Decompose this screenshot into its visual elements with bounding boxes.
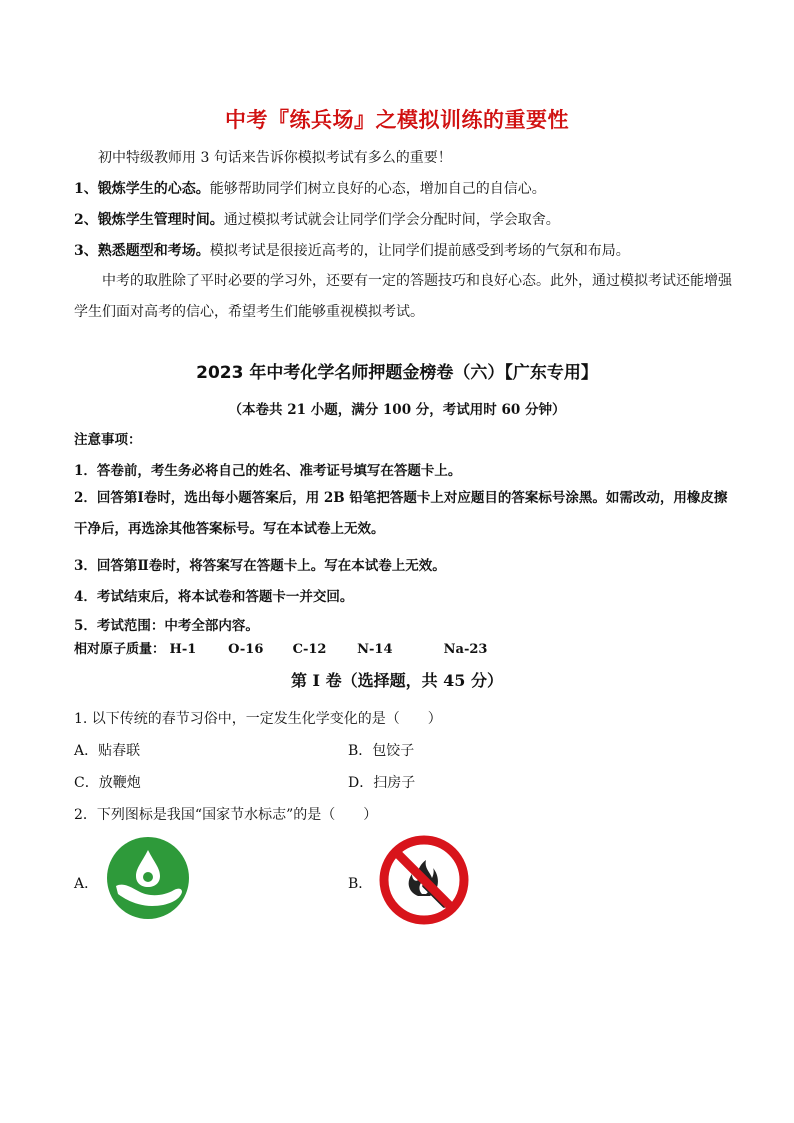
- promo-intro: 初中特级教师用 3 句话来告诉你模拟考试有多么的重要！: [98, 150, 452, 166]
- notice-item-2: 2．回答第Ⅰ卷时，选出每小题答案后，用 2B 铅笔把答题卡上对应题目的答案标号涂黑。如需改动，用橡皮擦干净后，再选涂其他答案标号。写在本试卷上无效。: [74, 490, 728, 537]
- question-2-option-a: A．: [74, 876, 99, 892]
- promo-closing: 中考的取胜除了平时必要的学习外，还要有一定的答题技巧和良好心态。此外，通过模拟考试还能增强学生们面对高考的信心，希望考生们能够重视模拟考试。: [74, 273, 732, 320]
- atomic-mass-row: [74, 638, 487, 657]
- no-fire-prohibition-icon: [378, 834, 470, 926]
- exam-subtitle: （本卷共 21 小题，满分 100 分，考试用时 60 分钟）: [228, 402, 566, 418]
- question-1-option-d: D．扫房子: [348, 775, 416, 791]
- section-title: 第 I 卷（选择题，共 45 分）: [290, 671, 504, 690]
- promo-point-lead: 1、锻炼学生的心态。: [74, 181, 210, 197]
- question-1-option-a: A．贴春联: [74, 743, 141, 759]
- exam-title: 2023 年中考化学名师押题金榜卷（六）【广东专用】: [196, 363, 598, 383]
- atomic-mass-item: Na-23: [443, 642, 488, 657]
- atomic-mass-item: O-16: [228, 642, 264, 657]
- notice-item-1: 1．答卷前，考生务必将自己的姓名、准考证号填写在答题卡上。: [74, 463, 462, 479]
- promo-point-text: 能够帮助同学们树立良好的心态，增加自己的自信心。: [209, 181, 546, 197]
- notice-item-4: 4．考试结束后，将本试卷和答题卡一并交回。: [74, 589, 354, 605]
- promo-point-1: [74, 178, 546, 198]
- promo-point-lead: 3、熟悉题型和考场。: [74, 243, 210, 259]
- notice-item-5: 5．考试范围：中考全部内容。: [74, 618, 259, 634]
- question-1-option-c: C．放鞭炮: [74, 775, 141, 791]
- water-saving-logo-icon: [106, 836, 190, 920]
- promo-point-text: 模拟考试是很接近高考的，让同学们提前感受到考场的气氛和布局。: [209, 243, 630, 259]
- question-1-stem: 1. 以下传统的春节习俗中，一定发生化学变化的是（ ）: [74, 711, 442, 727]
- promo-title: 中考『练兵场』之模拟训练的重要性: [225, 108, 569, 132]
- question-2-stem: 2．下列图标是我国“国家节水标志”的是（ ）: [74, 807, 378, 823]
- notice-item-3: 3．回答第Ⅱ卷时，将答案写在答题卡上。写在本试卷上无效。: [74, 558, 446, 574]
- question-1-option-b: B．包饺子: [348, 743, 415, 759]
- notice-heading: 注意事项：: [74, 432, 142, 448]
- question-2-option-b: B．: [348, 876, 373, 892]
- atomic-mass-item: N-14: [357, 642, 393, 657]
- promo-point-3: [74, 240, 630, 260]
- promo-point-lead: 2、锻炼学生管理时间。: [74, 212, 224, 228]
- promo-point-2: [74, 209, 560, 229]
- atomic-mass-item: C-12: [292, 642, 327, 657]
- promo-point-text: 通过模拟考试就会让同学们学会分配时间，学会取舍。: [223, 212, 560, 228]
- atomic-mass-item: H-1: [169, 642, 197, 657]
- atomic-mass-label: 相对原子质量：: [74, 642, 166, 657]
